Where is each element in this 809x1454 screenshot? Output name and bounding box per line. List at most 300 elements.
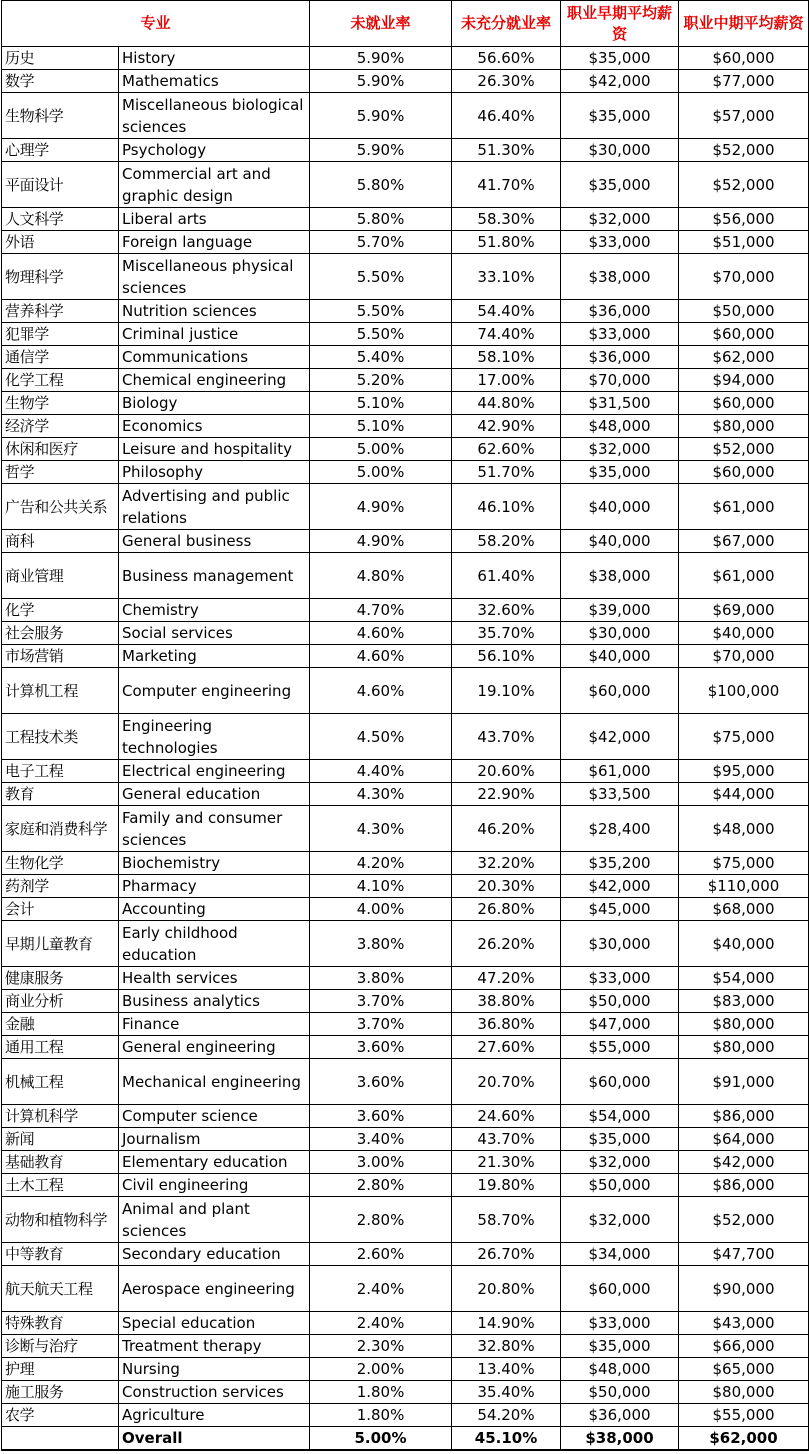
table-row — [2, 1197, 809, 1243]
underemployment-rate-cell: 62.60% — [452, 438, 561, 461]
table-row — [2, 1036, 809, 1059]
mid-career-salary-cell: $61,000 — [679, 484, 809, 530]
early-career-salary-cell: $35,000 — [561, 1128, 679, 1151]
unemployment-rate-cell: 4.50% — [310, 714, 452, 760]
header-unemployment-rate: 未就业率 — [310, 1, 452, 47]
mid-career-salary-cell: $66,000 — [679, 1335, 809, 1358]
mid-career-salary-cell: $62,000 — [679, 346, 809, 369]
underemployment-rate-cell: 46.10% — [452, 484, 561, 530]
table-row — [2, 1266, 809, 1312]
early-career-salary-cell: $30,000 — [561, 622, 679, 645]
table-row — [2, 438, 809, 461]
unemployment-rate-cell: 3.70% — [310, 990, 452, 1013]
major-en-cell: Secondary education — [119, 1243, 310, 1266]
mid-career-salary-cell: $60,000 — [679, 461, 809, 484]
table-row — [2, 1059, 809, 1105]
early-career-salary-cell: $38,000 — [561, 254, 679, 300]
table-row — [2, 1358, 809, 1381]
table-header — [2, 1, 809, 47]
overall-label: Overall — [119, 1427, 310, 1451]
header-major: 专业 — [2, 1, 310, 47]
table-row — [2, 898, 809, 921]
early-career-salary-cell: $50,000 — [561, 1174, 679, 1197]
major-en-cell: Miscellaneous biological sciences — [119, 93, 310, 139]
underemployment-rate-cell: 21.30% — [452, 1151, 561, 1174]
early-career-salary-cell: $54,000 — [561, 1105, 679, 1128]
underemployment-rate-cell: 26.70% — [452, 1243, 561, 1266]
overall-zh-cell — [2, 1427, 119, 1451]
mid-career-salary-cell: $77,000 — [679, 70, 809, 93]
major-en-cell: Commercial art and graphic design — [119, 162, 310, 208]
major-en-cell: Family and consumer sciences — [119, 806, 310, 852]
mid-career-salary-cell: $86,000 — [679, 1174, 809, 1197]
mid-career-salary-cell: $100,000 — [679, 668, 809, 714]
major-zh-cell: 通信学 — [2, 346, 119, 369]
major-zh-cell: 哲学 — [2, 461, 119, 484]
major-en-cell: Chemical engineering — [119, 369, 310, 392]
table-row — [2, 530, 809, 553]
major-en-cell: Civil engineering — [119, 1174, 310, 1197]
table-row — [2, 875, 809, 898]
major-zh-cell: 商科 — [2, 530, 119, 553]
table-row — [2, 990, 809, 1013]
underemployment-rate-cell: 51.80% — [452, 231, 561, 254]
mid-career-salary-cell: $52,000 — [679, 1197, 809, 1243]
early-career-salary-cell: $36,000 — [561, 346, 679, 369]
table-row — [2, 369, 809, 392]
unemployment-rate-cell: 4.60% — [310, 668, 452, 714]
header-mid-career-salary: 职业中期平均薪资 — [679, 1, 809, 47]
overall-early-career-salary: $38,000 — [561, 1427, 679, 1451]
unemployment-rate-cell: 5.10% — [310, 415, 452, 438]
underemployment-rate-cell: 46.40% — [452, 93, 561, 139]
table-row — [2, 300, 809, 323]
major-zh-cell: 社会服务 — [2, 622, 119, 645]
unemployment-rate-cell: 5.50% — [310, 300, 452, 323]
underemployment-rate-cell: 43.70% — [452, 714, 561, 760]
underemployment-rate-cell: 20.60% — [452, 760, 561, 783]
underemployment-rate-cell: 35.70% — [452, 622, 561, 645]
unemployment-rate-cell: 5.90% — [310, 47, 452, 70]
table-row — [2, 139, 809, 162]
mid-career-salary-cell: $90,000 — [679, 1266, 809, 1312]
unemployment-rate-cell: 5.00% — [310, 461, 452, 484]
underemployment-rate-cell: 36.80% — [452, 1013, 561, 1036]
major-zh-cell: 健康服务 — [2, 967, 119, 990]
mid-career-salary-cell: $44,000 — [679, 783, 809, 806]
major-en-cell: Mechanical engineering — [119, 1059, 310, 1105]
early-career-salary-cell: $30,000 — [561, 139, 679, 162]
major-en-cell: History — [119, 47, 310, 70]
early-career-salary-cell: $50,000 — [561, 990, 679, 1013]
mid-career-salary-cell: $47,700 — [679, 1243, 809, 1266]
unemployment-rate-cell: 2.40% — [310, 1312, 452, 1335]
unemployment-rate-cell: 3.80% — [310, 967, 452, 990]
underemployment-rate-cell: 32.60% — [452, 599, 561, 622]
mid-career-salary-cell: $80,000 — [679, 1381, 809, 1404]
underemployment-rate-cell: 26.20% — [452, 921, 561, 967]
underemployment-rate-cell: 58.70% — [452, 1197, 561, 1243]
underemployment-rate-cell: 27.60% — [452, 1036, 561, 1059]
unemployment-rate-cell: 5.50% — [310, 254, 452, 300]
major-en-cell: Engineering technologies — [119, 714, 310, 760]
underemployment-rate-cell: 56.60% — [452, 47, 561, 70]
table-row — [2, 852, 809, 875]
underemployment-rate-cell: 14.90% — [452, 1312, 561, 1335]
major-en-cell: Computer science — [119, 1105, 310, 1128]
underemployment-rate-cell: 51.30% — [452, 139, 561, 162]
underemployment-rate-cell: 33.10% — [452, 254, 561, 300]
major-zh-cell: 商业分析 — [2, 990, 119, 1013]
unemployment-rate-cell: 1.80% — [310, 1381, 452, 1404]
underemployment-rate-cell: 61.40% — [452, 553, 561, 599]
major-zh-cell: 电子工程 — [2, 760, 119, 783]
underemployment-rate-cell: 32.20% — [452, 852, 561, 875]
early-career-salary-cell: $28,400 — [561, 806, 679, 852]
major-zh-cell: 中等教育 — [2, 1243, 119, 1266]
early-career-salary-cell: $33,000 — [561, 231, 679, 254]
early-career-salary-cell: $55,000 — [561, 1036, 679, 1059]
underemployment-rate-cell: 19.80% — [452, 1174, 561, 1197]
unemployment-rate-cell: 2.40% — [310, 1266, 452, 1312]
table-row — [2, 208, 809, 231]
major-zh-cell: 航天航天工程 — [2, 1266, 119, 1312]
major-zh-cell: 化学工程 — [2, 369, 119, 392]
unemployment-rate-cell: 4.90% — [310, 484, 452, 530]
unemployment-rate-cell: 4.40% — [310, 760, 452, 783]
mid-career-salary-cell: $64,000 — [679, 1128, 809, 1151]
major-zh-cell: 市场营销 — [2, 645, 119, 668]
early-career-salary-cell: $60,000 — [561, 1266, 679, 1312]
mid-career-salary-cell: $56,000 — [679, 208, 809, 231]
unemployment-rate-cell: 3.00% — [310, 1151, 452, 1174]
table-row — [2, 1128, 809, 1151]
major-zh-cell: 平面设计 — [2, 162, 119, 208]
underemployment-rate-cell: 47.20% — [452, 967, 561, 990]
early-career-salary-cell: $48,000 — [561, 415, 679, 438]
major-zh-cell: 计算机科学 — [2, 1105, 119, 1128]
major-zh-cell: 早期儿童教育 — [2, 921, 119, 967]
overall-row — [2, 1427, 809, 1451]
unemployment-rate-cell: 4.10% — [310, 875, 452, 898]
major-en-cell: Construction services — [119, 1381, 310, 1404]
unemployment-rate-cell: 4.30% — [310, 783, 452, 806]
underemployment-rate-cell: 46.20% — [452, 806, 561, 852]
unemployment-rate-cell: 5.90% — [310, 93, 452, 139]
underemployment-rate-cell: 43.70% — [452, 1128, 561, 1151]
early-career-salary-cell: $33,500 — [561, 783, 679, 806]
table-row — [2, 484, 809, 530]
table-row — [2, 622, 809, 645]
major-en-cell: Elementary education — [119, 1151, 310, 1174]
early-career-salary-cell: $32,000 — [561, 438, 679, 461]
major-zh-cell: 会计 — [2, 898, 119, 921]
major-en-cell: Foreign language — [119, 231, 310, 254]
table-row — [2, 1335, 809, 1358]
major-en-cell: Miscellaneous physical sciences — [119, 254, 310, 300]
underemployment-rate-cell: 19.10% — [452, 668, 561, 714]
major-zh-cell: 农学 — [2, 1404, 119, 1427]
mid-career-salary-cell: $94,000 — [679, 369, 809, 392]
unemployment-rate-cell: 5.90% — [310, 70, 452, 93]
table-row — [2, 323, 809, 346]
major-zh-cell: 外语 — [2, 231, 119, 254]
header-row — [2, 1, 809, 47]
mid-career-salary-cell: $61,000 — [679, 553, 809, 599]
major-zh-cell: 犯罪学 — [2, 323, 119, 346]
table-row — [2, 254, 809, 300]
underemployment-rate-cell: 20.70% — [452, 1059, 561, 1105]
mid-career-salary-cell: $52,000 — [679, 162, 809, 208]
table-row — [2, 461, 809, 484]
mid-career-salary-cell: $60,000 — [679, 47, 809, 70]
table-row — [2, 1174, 809, 1197]
early-career-salary-cell: $33,000 — [561, 967, 679, 990]
major-en-cell: Agriculture — [119, 1404, 310, 1427]
major-en-cell: Early childhood education — [119, 921, 310, 967]
early-career-salary-cell: $33,000 — [561, 1312, 679, 1335]
unemployment-rate-cell: 2.60% — [310, 1243, 452, 1266]
major-en-cell: Criminal justice — [119, 323, 310, 346]
early-career-salary-cell: $35,000 — [561, 47, 679, 70]
major-en-cell: Finance — [119, 1013, 310, 1036]
table-row — [2, 645, 809, 668]
unemployment-rate-cell: 4.00% — [310, 898, 452, 921]
mid-career-salary-cell: $54,000 — [679, 967, 809, 990]
table-row — [2, 599, 809, 622]
table-row — [2, 1243, 809, 1266]
table-row — [2, 392, 809, 415]
unemployment-rate-cell: 2.80% — [310, 1197, 452, 1243]
mid-career-salary-cell: $95,000 — [679, 760, 809, 783]
early-career-salary-cell: $32,000 — [561, 208, 679, 231]
unemployment-rate-cell: 4.30% — [310, 806, 452, 852]
major-en-cell: Philosophy — [119, 461, 310, 484]
major-en-cell: Computer engineering — [119, 668, 310, 714]
early-career-salary-cell: $33,000 — [561, 323, 679, 346]
mid-career-salary-cell: $86,000 — [679, 1105, 809, 1128]
table-row — [2, 1105, 809, 1128]
major-en-cell: General engineering — [119, 1036, 310, 1059]
major-en-cell: Pharmacy — [119, 875, 310, 898]
early-career-salary-cell: $45,000 — [561, 898, 679, 921]
major-en-cell: General business — [119, 530, 310, 553]
major-en-cell: Biochemistry — [119, 852, 310, 875]
major-zh-cell: 历史 — [2, 47, 119, 70]
major-zh-cell: 营养科学 — [2, 300, 119, 323]
major-en-cell: Social services — [119, 622, 310, 645]
mid-career-salary-cell: $57,000 — [679, 93, 809, 139]
underemployment-rate-cell: 20.30% — [452, 875, 561, 898]
mid-career-salary-cell: $70,000 — [679, 254, 809, 300]
early-career-salary-cell: $35,000 — [561, 93, 679, 139]
unemployment-rate-cell: 2.30% — [310, 1335, 452, 1358]
major-zh-cell: 护理 — [2, 1358, 119, 1381]
mid-career-salary-cell: $69,000 — [679, 599, 809, 622]
major-zh-cell: 数学 — [2, 70, 119, 93]
major-zh-cell: 动物和植物科学 — [2, 1197, 119, 1243]
early-career-salary-cell: $30,000 — [561, 921, 679, 967]
underemployment-rate-cell: 58.10% — [452, 346, 561, 369]
mid-career-salary-cell: $60,000 — [679, 392, 809, 415]
early-career-salary-cell: $42,000 — [561, 70, 679, 93]
table-row — [2, 1404, 809, 1427]
underemployment-rate-cell: 38.80% — [452, 990, 561, 1013]
major-en-cell: Biology — [119, 392, 310, 415]
major-zh-cell: 基础教育 — [2, 1151, 119, 1174]
mid-career-salary-cell: $110,000 — [679, 875, 809, 898]
mid-career-salary-cell: $83,000 — [679, 990, 809, 1013]
major-zh-cell: 新闻 — [2, 1128, 119, 1151]
mid-career-salary-cell: $52,000 — [679, 139, 809, 162]
major-en-cell: Mathematics — [119, 70, 310, 93]
mid-career-salary-cell: $51,000 — [679, 231, 809, 254]
major-en-cell: Marketing — [119, 645, 310, 668]
unemployment-rate-cell: 3.60% — [310, 1059, 452, 1105]
unemployment-rate-cell: 4.60% — [310, 622, 452, 645]
early-career-salary-cell: $39,000 — [561, 599, 679, 622]
table-row — [2, 921, 809, 967]
table-row — [2, 553, 809, 599]
mid-career-salary-cell: $55,000 — [679, 1404, 809, 1427]
early-career-salary-cell: $40,000 — [561, 530, 679, 553]
major-en-cell: Nursing — [119, 1358, 310, 1381]
table-row — [2, 1151, 809, 1174]
early-career-salary-cell: $40,000 — [561, 484, 679, 530]
early-career-salary-cell: $70,000 — [561, 369, 679, 392]
major-en-cell: Economics — [119, 415, 310, 438]
unemployment-rate-cell: 2.00% — [310, 1358, 452, 1381]
mid-career-salary-cell: $65,000 — [679, 1358, 809, 1381]
unemployment-rate-cell: 4.20% — [310, 852, 452, 875]
early-career-salary-cell: $35,000 — [561, 461, 679, 484]
mid-career-salary-cell: $42,000 — [679, 1151, 809, 1174]
overall-underemployment-rate: 45.10% — [452, 1427, 561, 1451]
mid-career-salary-cell: $43,000 — [679, 1312, 809, 1335]
unemployment-rate-cell: 5.90% — [310, 139, 452, 162]
major-zh-cell: 工程技术类 — [2, 714, 119, 760]
header-early-career-salary: 职业早期平均薪资 — [561, 1, 679, 47]
mid-career-salary-cell: $52,000 — [679, 438, 809, 461]
major-en-cell: Special education — [119, 1312, 310, 1335]
major-en-cell: Health services — [119, 967, 310, 990]
unemployment-rate-cell: 1.80% — [310, 1404, 452, 1427]
unemployment-rate-cell: 5.80% — [310, 162, 452, 208]
table-row — [2, 1381, 809, 1404]
overall-mid-career-salary: $62,000 — [679, 1427, 809, 1451]
unemployment-rate-cell: 5.70% — [310, 231, 452, 254]
table-row — [2, 1312, 809, 1335]
major-en-cell: Advertising and public relations — [119, 484, 310, 530]
underemployment-rate-cell: 44.80% — [452, 392, 561, 415]
major-en-cell: Business management — [119, 553, 310, 599]
major-zh-cell: 特殊教育 — [2, 1312, 119, 1335]
table-row — [2, 231, 809, 254]
unemployment-rate-cell: 5.00% — [310, 438, 452, 461]
major-zh-cell: 物理科学 — [2, 254, 119, 300]
early-career-salary-cell: $50,000 — [561, 1381, 679, 1404]
table-row — [2, 760, 809, 783]
mid-career-salary-cell: $80,000 — [679, 415, 809, 438]
major-en-cell: Treatment therapy — [119, 1335, 310, 1358]
early-career-salary-cell: $32,000 — [561, 1197, 679, 1243]
underemployment-rate-cell: 26.80% — [452, 898, 561, 921]
unemployment-rate-cell: 3.80% — [310, 921, 452, 967]
major-en-cell: Aerospace engineering — [119, 1266, 310, 1312]
early-career-salary-cell: $36,000 — [561, 300, 679, 323]
major-en-cell: Leisure and hospitality — [119, 438, 310, 461]
major-en-cell: Chemistry — [119, 599, 310, 622]
underemployment-rate-cell: 74.40% — [452, 323, 561, 346]
major-en-cell: Communications — [119, 346, 310, 369]
early-career-salary-cell: $40,000 — [561, 645, 679, 668]
unemployment-rate-cell: 5.50% — [310, 323, 452, 346]
underemployment-rate-cell: 20.80% — [452, 1266, 561, 1312]
underemployment-rate-cell: 22.90% — [452, 783, 561, 806]
early-career-salary-cell: $60,000 — [561, 668, 679, 714]
major-zh-cell: 诊断与治疗 — [2, 1335, 119, 1358]
unemployment-rate-cell: 3.70% — [310, 1013, 452, 1036]
major-zh-cell: 化学 — [2, 599, 119, 622]
unemployment-rate-cell: 2.80% — [310, 1174, 452, 1197]
majors-employment-table — [1, 0, 809, 1451]
major-zh-cell: 广告和公共关系 — [2, 484, 119, 530]
mid-career-salary-cell: $40,000 — [679, 921, 809, 967]
underemployment-rate-cell: 56.10% — [452, 645, 561, 668]
underemployment-rate-cell: 58.30% — [452, 208, 561, 231]
table-row — [2, 714, 809, 760]
major-zh-cell: 人文科学 — [2, 208, 119, 231]
table-row — [2, 162, 809, 208]
table-row — [2, 415, 809, 438]
major-zh-cell: 休闲和医疗 — [2, 438, 119, 461]
major-en-cell: Business analytics — [119, 990, 310, 1013]
table-row — [2, 783, 809, 806]
underemployment-rate-cell: 35.40% — [452, 1381, 561, 1404]
mid-career-salary-cell: $48,000 — [679, 806, 809, 852]
mid-career-salary-cell: $40,000 — [679, 622, 809, 645]
early-career-salary-cell: $32,000 — [561, 1151, 679, 1174]
early-career-salary-cell: $61,000 — [561, 760, 679, 783]
major-zh-cell: 经济学 — [2, 415, 119, 438]
major-en-cell: Psychology — [119, 139, 310, 162]
major-zh-cell: 药剂学 — [2, 875, 119, 898]
table-row — [2, 93, 809, 139]
underemployment-rate-cell: 13.40% — [452, 1358, 561, 1381]
major-zh-cell: 生物学 — [2, 392, 119, 415]
unemployment-rate-cell: 5.40% — [310, 346, 452, 369]
major-zh-cell: 机械工程 — [2, 1059, 119, 1105]
major-zh-cell: 施工服务 — [2, 1381, 119, 1404]
early-career-salary-cell: $42,000 — [561, 875, 679, 898]
table-body — [2, 47, 809, 1427]
major-zh-cell: 通用工程 — [2, 1036, 119, 1059]
mid-career-salary-cell: $68,000 — [679, 898, 809, 921]
mid-career-salary-cell: $60,000 — [679, 323, 809, 346]
table-footer — [2, 1427, 809, 1451]
mid-career-salary-cell: $91,000 — [679, 1059, 809, 1105]
underemployment-rate-cell: 26.30% — [452, 70, 561, 93]
early-career-salary-cell: $36,000 — [561, 1404, 679, 1427]
underemployment-rate-cell: 51.70% — [452, 461, 561, 484]
early-career-salary-cell: $35,000 — [561, 162, 679, 208]
major-zh-cell: 生物科学 — [2, 93, 119, 139]
table-row — [2, 806, 809, 852]
mid-career-salary-cell: $75,000 — [679, 714, 809, 760]
mid-career-salary-cell: $50,000 — [679, 300, 809, 323]
table-row — [2, 1013, 809, 1036]
unemployment-rate-cell: 3.40% — [310, 1128, 452, 1151]
